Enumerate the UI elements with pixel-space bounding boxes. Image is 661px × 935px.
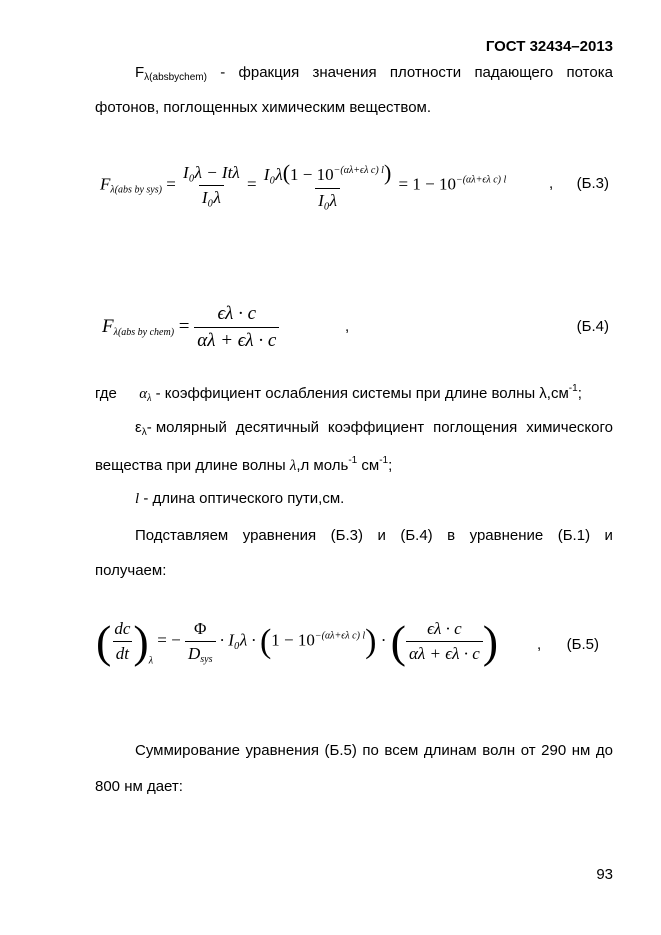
paragraph-2-line-1: Подставляем уравнения (Б.3) и (Б.4) в уравнение (Б.1) и — [135, 527, 613, 544]
definition-length: l - длина оптического пути,см. — [135, 490, 345, 507]
b5-fraction-phi: $\frac{\Phi}{D_{sys}}$ — [185, 619, 216, 665]
equation-b3-comma: , — [549, 175, 554, 192]
equation-b5: ( $\frac{dc}{dt}$ )$_\lambda$ = − $\frac{\Phi}{D_{sys}}$ · $I_0\lambda \cdot (1 - 10^{-(\alpha\lambda+\epsilon\lambda c) l})$ · ( $\frac{\epsilon\lambda \cdot c}{\alpha\lambda + \epsilon\lambda \cdot c}$ ) — [96, 616, 499, 667]
equation-b5-comma: , — [537, 636, 542, 653]
definition-epsilon-line-2: вещества при длине волны λ,л моль$^{-1}$ $см^{-1}$; — [95, 455, 393, 474]
paragraph-1-line-2: фотонов, поглощенных химическим веществом. — [95, 99, 432, 116]
equation-b5-label: (Б.5) — [566, 636, 599, 653]
document-header: ГОСТ 32434–2013 — [485, 38, 613, 55]
b5-derivative: $\frac{dc}{dt}$ — [114, 619, 131, 663]
equation-b4-comma: , — [345, 318, 350, 335]
b4-fraction: $\frac{\epsilon\lambda \cdot c}{\alpha\lambda + \epsilon\lambda \cdot c}$ — [194, 303, 279, 352]
b3-fraction-2: $\frac{I_0\lambda(1 - 10^{-(\alpha\lambda+\epsilon\lambda c) l})}{\text{I₀λ}}$ — [263, 160, 392, 210]
equation-b3: $F_{\lambda(abs by sys)}$ = $\frac{\text{I₀λ − Itλ}}{\text{I₀λ}}$ = $\frac{I_0\lambda(1 - 10^{-(\alpha\lambda+\epsilon\lambda c) l})}{\text{I₀λ}}$ = $1 - 10^{-(\alpha\lambda+\epsilon\lambda c) l}$ — [100, 160, 507, 210]
definition-epsilon-line-1: $\varepsilon_\lambda-$ молярный десятичный коэффициент поглощения химического — [135, 419, 613, 438]
paragraph-3-line-1: Суммирование уравнения (Б.5) по всем длинам волн от 290 нм до — [135, 742, 613, 759]
equation-b3-label: (Б.3) — [576, 175, 609, 192]
equation-b4-label: (Б.4) — [576, 318, 609, 335]
paragraph-3-line-2: 800 нм дает: — [95, 778, 183, 795]
definition-alpha: где $\alpha_\lambda$ - коэффициент ослабления системы при длине волны $\lambda,см^{-1}$; — [95, 383, 582, 404]
paragraph-2-line-2: получаем: — [95, 562, 167, 579]
b3-fraction-1: $\frac{\text{I₀λ − Itλ}}{\text{I₀λ}}$ — [183, 163, 240, 207]
equation-b4: $F_{\lambda(abs by chem)}$ = $\frac{\epsilon\lambda \cdot c}{\alpha\lambda + \epsilon\lambda \cdot c}$ — [102, 303, 279, 352]
flux-variable: $F_{\lambda(absbychem)}$ — [135, 64, 207, 83]
page-number: 93 — [596, 866, 613, 883]
paragraph-1-line-1: $F_{\lambda(absbychem)}$ - фракция значения плотности падающего потока — [135, 64, 613, 83]
b5-fraction-2: $\frac{\epsilon\lambda \cdot c}{\alpha\lambda + \epsilon\lambda \cdot c}$ — [406, 619, 483, 664]
